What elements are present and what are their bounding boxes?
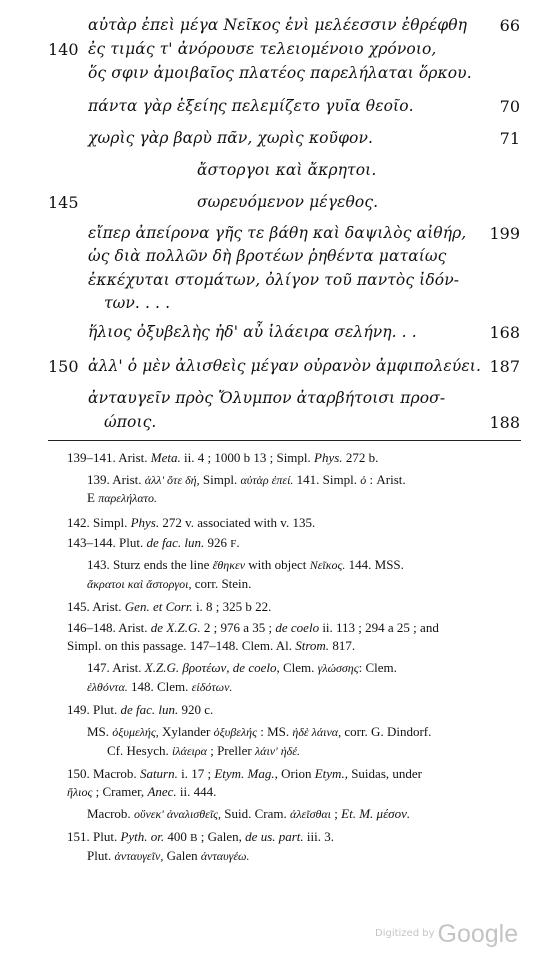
- note-text: 139. Arist.: [87, 472, 145, 487]
- verse-text: πάντα γὰρ ἑξείης πελεμίζετο γυῖα θεοῖο.: [88, 97, 414, 115]
- note-text: Xylander: [158, 724, 214, 739]
- footnote-line: [87, 490, 157, 506]
- footnote-line: [67, 638, 355, 654]
- note-text: corr. Stein.: [191, 576, 252, 591]
- note-italic: Pyth. or.: [120, 829, 165, 844]
- note-text: Suid. Cram.: [221, 806, 291, 821]
- fragment-number: 199: [489, 224, 520, 243]
- note-text: i. 8 ; 325 b 22.: [192, 599, 272, 614]
- footnote-divider: [48, 440, 521, 441]
- note-smallcaps: B: [190, 832, 198, 844]
- note-italic: Et. M. μέσον.: [341, 806, 411, 821]
- footnote-line: [87, 557, 404, 573]
- note-text: with object: [245, 557, 310, 572]
- note-text: E: [87, 490, 99, 505]
- note-text: Cf. Hesych.: [107, 743, 172, 758]
- footnote-line: [67, 702, 213, 718]
- note-text: ii. 113 ; 294 a 25 ; and: [319, 620, 439, 635]
- note-italic: de fac. lun.: [146, 535, 205, 550]
- note-text: 143–144. Plut.: [67, 535, 147, 550]
- verse-text: ἀνταυγεῖν πρὸς Ὄλυμπον ἀταρβήτοισι προσ-: [88, 389, 446, 407]
- note-greek: ἀνταυγέω.: [200, 849, 250, 863]
- note-text: Clem.: [279, 660, 318, 675]
- note-text: Simpl. on this passage. 147–148. Clem. Al.: [67, 638, 296, 653]
- verse-text: των. . . .: [104, 294, 171, 312]
- note-text: MS.: [87, 724, 113, 739]
- note-text: 150. Macrob.: [67, 766, 140, 781]
- note-text: 926: [204, 535, 231, 550]
- note-italic: Strom.: [295, 638, 330, 653]
- note-text: : MS.: [256, 724, 293, 739]
- footnote-line: [87, 806, 410, 822]
- footnote-line: [67, 766, 422, 782]
- verse-text: ώποις.: [104, 413, 157, 431]
- note-italic: Etym.,: [314, 766, 348, 781]
- note-text: Simpl.: [199, 472, 241, 487]
- note-text: 151. Plut.: [67, 829, 121, 844]
- note-text: 147. Arist.: [87, 660, 145, 675]
- digitization-watermark: [375, 920, 518, 949]
- footnote-line: [87, 679, 232, 695]
- note-greek: ὀξυβελής: [213, 725, 257, 739]
- verse-text: χωρὶς γὰρ βαρὺ πᾶν, χωρὶς κοῦφον.: [88, 129, 374, 147]
- fragment-number: 71: [499, 129, 520, 148]
- note-text: ;: [331, 806, 342, 821]
- note-text: ; Galen,: [197, 829, 246, 844]
- fragment-number: 168: [489, 323, 520, 342]
- note-text: ; Preller: [206, 743, 255, 758]
- note-greek: Νεῖκος.: [309, 558, 346, 572]
- note-italic: de us. part.: [245, 829, 304, 844]
- note-greek: ἀλλ' ὅτε δή,: [144, 473, 200, 487]
- note-italic: de X.Z.G.: [150, 620, 201, 635]
- note-text: ; Cramer,: [92, 784, 148, 799]
- note-italic: Anec.: [147, 784, 177, 799]
- note-text: Galen: [163, 848, 201, 863]
- note-italic: de coelo: [275, 620, 320, 635]
- note-text: : Arist.: [366, 472, 406, 487]
- note-text: .: [236, 535, 240, 550]
- note-text: 139–141. Arist.: [67, 450, 151, 465]
- note-greek: ἄκρατοι καὶ ἄστοργοι,: [87, 577, 192, 591]
- note-greek: αὐτὰρ ἐπεί.: [240, 473, 294, 487]
- footnote-line: [87, 660, 397, 676]
- note-greek: ἱλάειρα: [172, 744, 207, 758]
- fragment-number: 188: [489, 413, 520, 432]
- line-number: 145: [48, 193, 79, 212]
- note-greek: ὁ: [360, 473, 367, 487]
- footnote-line: [87, 576, 251, 592]
- note-text: i. 17 ;: [177, 766, 215, 781]
- note-text: ii. 4 ; 1000 b 13 ; Simpl.: [180, 450, 315, 465]
- note-italic: de fac. lun.: [120, 702, 179, 717]
- footnote-line: [67, 620, 439, 636]
- note-italic: Saturn.: [139, 766, 178, 781]
- footnote-line: [107, 743, 300, 759]
- fragment-number: 70: [499, 97, 520, 116]
- footnote-line: [87, 848, 250, 864]
- line-number: 140: [48, 40, 79, 59]
- verse-text: ἥλιος ὀξυβελὴς ἠδ' αὖ ἱλάειρα σελήνη. . .: [88, 323, 417, 341]
- note-greek: ἠδὲ λάινα,: [292, 725, 342, 739]
- watermark-caption: Digitized by: [375, 928, 435, 939]
- verse-text: ἐκκέχυται στομάτων, ὀλίγον τοῦ παντὸς ἰδόν-: [88, 271, 460, 289]
- footnote-line: [67, 515, 315, 531]
- note-greek: ὀξυμελής,: [112, 725, 159, 739]
- note-text: 817.: [329, 638, 356, 653]
- footnote-line: [67, 599, 271, 615]
- note-text: Macrob.: [87, 806, 134, 821]
- verse-text: ἀλλ' ὁ μὲν ἀλισθεὶς μέγαν οὐρανὸν ἀμφιπολεύει.: [88, 357, 481, 375]
- footnote-line: [67, 829, 334, 845]
- note-text: Orion: [277, 766, 315, 781]
- note-greek: οὕνεκ' ἀναλισθεῖς,: [133, 807, 222, 821]
- note-greek: ἀνταυγεῖν,: [114, 849, 164, 863]
- note-greek: ἀλεῖσθαι: [290, 807, 332, 821]
- verse-text: ἐς τιμάς τ' ἀνόρουσε τελειομένοιο χρόνοιο,: [88, 40, 437, 58]
- verse-text: ὡς διὰ πολλῶν δὴ βροτέων ῥηθέντα ματαίως: [88, 247, 447, 265]
- verse-text: εἴπερ ἀπείρονα γῆς τε βάθη καὶ δαψιλὸς αἰθήρ,: [88, 224, 467, 242]
- note-text: iii. 3.: [303, 829, 335, 844]
- note-italic: X.Z.G. βροτέων, de coelo,: [144, 660, 280, 675]
- note-text: 272 v. associated with v. 135.: [159, 515, 316, 530]
- footnote-line: [87, 472, 406, 488]
- note-greek: ἔθηκεν: [212, 558, 246, 572]
- note-greek: εἰδότων.: [191, 680, 233, 694]
- note-text: 148. Clem.: [127, 679, 192, 694]
- note-text: : Clem.: [358, 660, 397, 675]
- note-text: 146–148. Arist.: [67, 620, 151, 635]
- note-text: corr. G. Dindorf.: [341, 724, 432, 739]
- note-italic: Gen. et Corr.: [124, 599, 193, 614]
- footnote-line: [67, 450, 378, 466]
- note-smallcaps: F: [230, 538, 237, 550]
- note-italic: Phys.: [130, 515, 160, 530]
- verse-text: ἄστοργοι καὶ ἄκρητοι.: [197, 161, 377, 179]
- note-text: 400: [164, 829, 191, 844]
- footnote-line: [67, 535, 240, 551]
- note-greek: ἥλιος: [67, 785, 93, 799]
- note-greek: ἐλθόντα.: [87, 680, 128, 694]
- note-greek: παρελήλατο.: [98, 491, 157, 505]
- note-text: 145. Arist.: [67, 599, 125, 614]
- footnote-line: [67, 784, 216, 800]
- note-text: 149. Plut.: [67, 702, 121, 717]
- note-text: 142. Simpl.: [67, 515, 131, 530]
- verse-text: ὅς σφιν ἀμοιβαῖος πλατέος παρελήλαται ὅρκου.: [88, 64, 472, 82]
- note-italic: Phys.: [314, 450, 343, 465]
- footnote-line: [87, 724, 431, 740]
- verse-text: σωρευόμενον μέγεθος.: [197, 193, 379, 211]
- google-logo: Google: [437, 920, 519, 948]
- note-text: 2 ; 976 a 35 ;: [200, 620, 276, 635]
- note-italic: Meta.: [150, 450, 181, 465]
- note-greek: λάιν' ἠδέ.: [254, 744, 300, 758]
- line-number: 150: [48, 357, 79, 376]
- note-text: Plut.: [87, 848, 115, 863]
- verse-text: αὐτὰρ ἐπεὶ μέγα Νεῖκος ἐνὶ μελέεσσιν ἐθρέφθη: [88, 16, 468, 34]
- note-text: ii. 444.: [176, 784, 217, 799]
- note-text: 144. MSS.: [345, 557, 404, 572]
- note-text: 272 b.: [342, 450, 379, 465]
- note-text: 143. Sturz ends the line: [87, 557, 213, 572]
- fragment-number: 187: [489, 357, 520, 376]
- fragment-number: 66: [499, 16, 520, 35]
- note-greek: γλώσσης: [317, 661, 359, 675]
- note-text: 920 c.: [178, 702, 214, 717]
- note-text: Suidas, under: [347, 766, 422, 781]
- note-text: 141. Simpl.: [293, 472, 361, 487]
- note-italic: Etym. Mag.,: [214, 766, 278, 781]
